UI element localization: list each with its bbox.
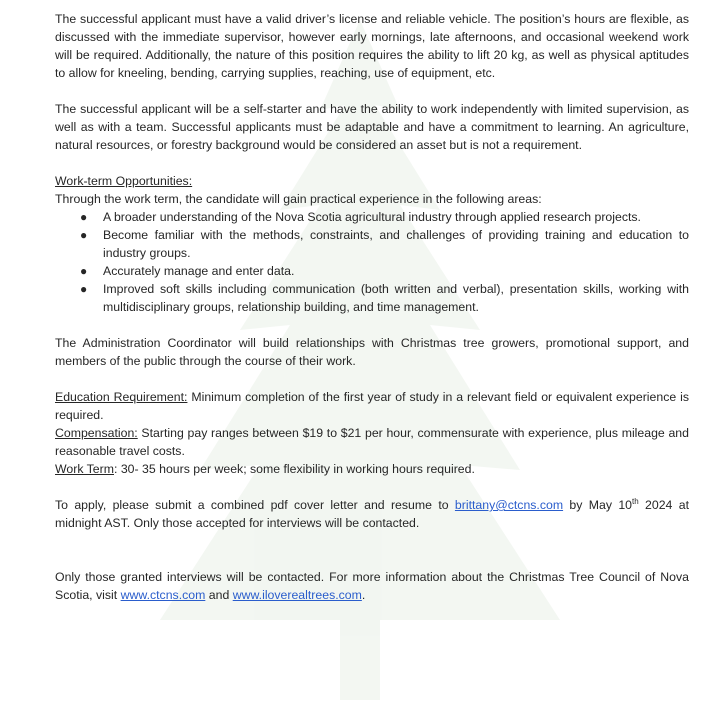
compensation-label: Compensation: bbox=[55, 426, 138, 440]
opportunities-intro: Through the work term, the candidate will gain practical experience in the following areas: bbox=[55, 192, 542, 206]
coordinator-paragraph: The Administration Coordinator will build relationships with Christmas tree growers, promotional support, and members of the public through the course of their work. bbox=[55, 336, 689, 368]
job-posting-document bbox=[55, 10, 689, 604]
iloverealtrees-website-link[interactable]: www.iloverealtrees.com bbox=[232, 588, 362, 602]
self-starter-paragraph: The successful applicant will be a self-starter and have the ability to work independently with limited supervision, as well as with a team. Successful applicants must be adaptable and have a commitment to learning. An agriculture, natural resources, or forestry background would be considered an asset but is not a requirement. bbox=[55, 102, 689, 152]
bullet-icon: ● bbox=[80, 264, 88, 278]
list-item: ● Improved soft skills including communication (both written and verbal), presentation skills, working with multidisciplinary groups, relationship building, and time management. bbox=[80, 282, 689, 314]
education-requirement: Education Requirement: Minimum completion of the first year of study in a relevant field or equivalent experience is required. bbox=[55, 390, 689, 422]
apply-paragraph: To apply, please submit a combined pdf cover letter and resume to brittany@ctcns.com by May 10th 2024 at midnight AST. Only those accepted for interviews will be contacted. bbox=[55, 496, 689, 530]
work-term-label: Work Term bbox=[55, 462, 114, 476]
opportunities-heading: Work-term Opportunities: bbox=[55, 174, 193, 188]
bullet-icon: ● bbox=[80, 228, 88, 242]
bullet-icon: ● bbox=[80, 210, 88, 224]
ctcns-website-link[interactable]: www.ctcns.com bbox=[120, 588, 206, 602]
list-item: ● A broader understanding of the Nova Scotia agricultural industry through applied research projects. bbox=[80, 210, 641, 224]
bullet-icon: ● bbox=[80, 282, 88, 296]
opportunities-section bbox=[55, 172, 689, 316]
list-item: ● Accurately manage and enter data. bbox=[80, 264, 295, 278]
compensation: Compensation: Starting pay ranges between $19 to $21 per hour, commensurate with experience, plus mileage and reasonable travel costs. bbox=[55, 426, 689, 458]
requirements-paragraph: The successful applicant must have a valid driver’s license and reliable vehicle. The position’s hours are flexible, as discussed with the immediate supervisor, however early mornings, late afternoons, and occasional weekend work will be required. Additionally, the nature of this position requires the ability to lift 20 kg, as well as physical aptitudes to allow for kneeling, bending, carrying supplies, reaching, use of equipment, etc. bbox=[55, 12, 689, 80]
opportunities-list bbox=[55, 208, 689, 316]
email-link[interactable]: brittany@ctcns.com bbox=[454, 498, 564, 512]
closing-paragraph: Only those granted interviews will be contacted. For more information about the Christmas Tree Council of Nova Scotia, visit www.ctcns.com and www.iloverealtrees.com. bbox=[55, 570, 689, 602]
education-label: Education Requirement: bbox=[55, 390, 188, 404]
work-term: Work Term: 30- 35 hours per week; some flexibility in working hours required. bbox=[55, 462, 475, 476]
list-item: ● Become familiar with the methods, constraints, and challenges of providing training and education to industry groups. bbox=[80, 228, 689, 260]
